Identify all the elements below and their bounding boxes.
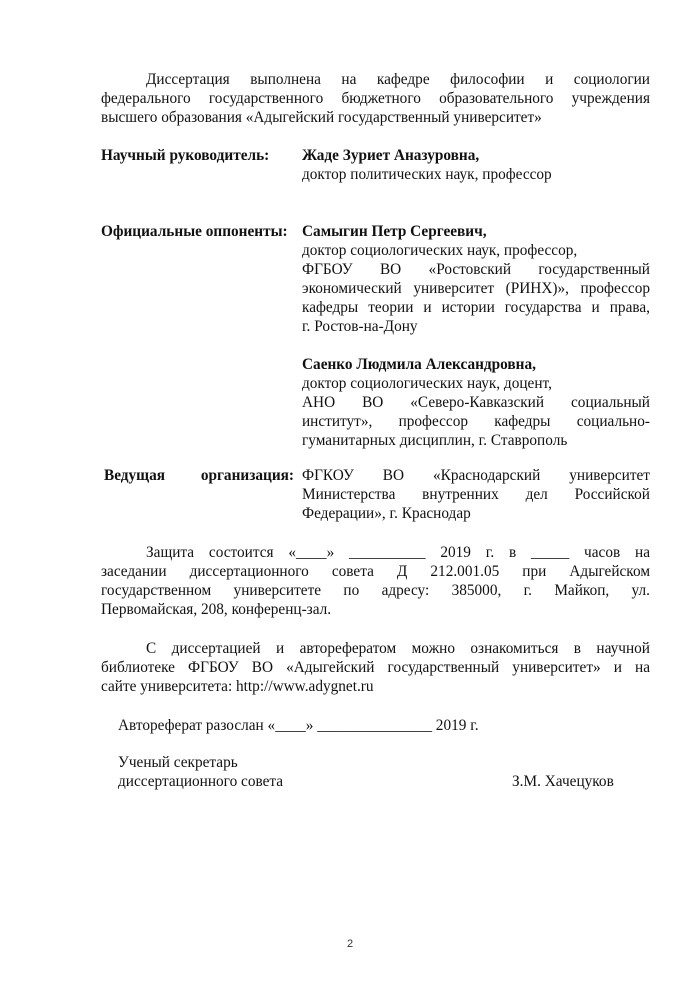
supervisor-label [101, 146, 269, 165]
secretary-block [118, 753, 283, 791]
opponent-2-line-4: гуманитарных дисциплин, г. Ставрополь [302, 432, 568, 449]
library-line-3: сайте университета: http://www.adygnet.ru [101, 678, 374, 695]
library-line-1: С диссертацией и авторефератом можно ознакомиться в научной [146, 640, 650, 657]
sent-line [118, 716, 479, 735]
leading-org-details [302, 466, 650, 523]
opponent-2 [302, 355, 650, 450]
defense-line-2: заседании диссертационного совета Д 212.001.05 при Адыгейском [101, 563, 650, 580]
opponent-2-name: Саенко Людмила Александровна, [302, 356, 536, 373]
intro-line-2: федерального государственного бюджетного образовательного учреждения [101, 90, 650, 107]
library-line-2: библиотеке ФГБОУ ВО «Адыгейский государственный университет» и на [101, 659, 650, 676]
leading-org-line-3: Федерации», г. Краснодар [302, 505, 471, 522]
defense-paragraph [101, 543, 650, 619]
library-paragraph [101, 639, 650, 696]
page-number: 2 [346, 938, 354, 950]
opponent-1-line-3: экономический университет (РИНХ)», профессор [302, 280, 650, 297]
opponent-1-line-1: доктор социологических наук, профессор, [302, 242, 578, 259]
opponents-label [101, 222, 288, 241]
sent-text: Автореферат разослан «____» _______________ 2019 г. [118, 717, 479, 734]
defense-line-3: государственном университете по адресу: 385000, г. Майкоп, ул. [101, 582, 650, 599]
opponent-1 [302, 222, 650, 336]
leading-org-label [104, 466, 294, 485]
supervisor-name: Жаде Зуриет Аназуровна, [302, 147, 480, 164]
opponent-2-line-3: институт», профессор кафедры социально- [302, 413, 650, 430]
leading-org-line-2: Министерства внутренних дел Российской [302, 486, 650, 503]
supervisor-label-text: Научный руководитель: [101, 147, 270, 164]
secretary-name [512, 772, 614, 791]
leading-org-label-word-2: организация: [200, 467, 294, 484]
opponent-1-line-5: г. Ростов-на-Дону [302, 318, 418, 335]
supervisor-details [302, 146, 650, 184]
defense-line-1: Защита состоится «____» __________ 2019 г. в _____ часов на [146, 544, 650, 561]
defense-line-4: Первомайская, 208, конференц-зал. [101, 601, 332, 618]
opponent-1-line-4: кафедры теории и истории государства и права, [302, 299, 650, 316]
opponent-2-line-1: доктор социологических наук, доцент, [302, 375, 552, 392]
leading-org-label-word-1: Ведущая [104, 467, 166, 484]
leading-org-line-1: ФГКОУ ВО «Краснодарский университет [302, 467, 650, 484]
secretary-line-1: Ученый секретарь [118, 754, 238, 771]
opponent-1-line-2: ФГБОУ ВО «Ростовский государственный [302, 261, 650, 278]
supervisor-title: доктор политических наук, профессор [302, 166, 552, 183]
opponents-label-text: Официальные оппоненты: [101, 223, 288, 240]
opponent-2-line-2: АНО ВО «Северо-Кавказский социальный [302, 394, 650, 411]
intro-line-1: Диссертация выполнена на кафедре философии и социологии [146, 71, 650, 88]
secretary-name-text: З.М. Хачецуков [512, 773, 614, 790]
opponent-1-name: Самыгин Петр Сергеевич, [302, 223, 487, 240]
intro-paragraph [101, 70, 650, 127]
secretary-line-2: диссертационного совета [118, 773, 284, 790]
intro-line-3: высшего образования «Адыгейский государственный университет» [101, 109, 542, 126]
